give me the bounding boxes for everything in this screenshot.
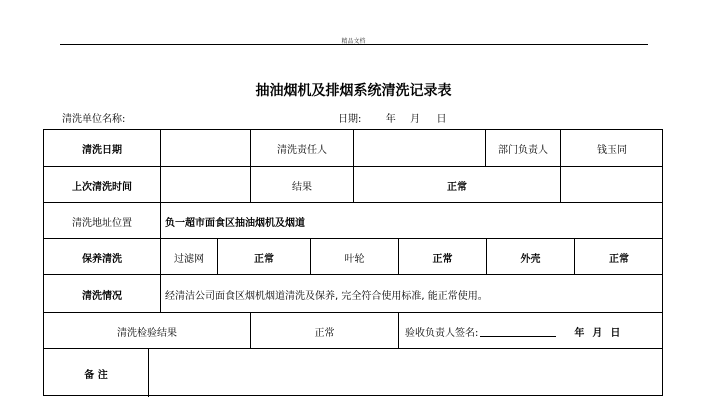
header-divider	[60, 44, 648, 45]
cleaning-status-label: 清洗情况	[82, 290, 122, 302]
signature-line[interactable]	[480, 326, 556, 337]
remarks-value[interactable]	[148, 349, 663, 397]
table-row-cleaning-date	[44, 130, 662, 166]
impeller-label: 叶轮	[310, 239, 398, 275]
filter-status: 正常	[217, 239, 310, 275]
table-row-last-cleaning	[44, 166, 662, 203]
acceptance-signature-field	[398, 313, 663, 349]
department-head-label: 部门负责人	[485, 130, 560, 166]
cleaning-record-table	[43, 129, 663, 396]
date-label: 日期:	[338, 114, 362, 125]
last-cleaning-time-label: 上次清洗时间	[72, 181, 132, 193]
cleaning-responsible-value[interactable]	[353, 130, 485, 166]
maintenance-label: 保养清洗	[82, 253, 122, 265]
table-row-remarks	[44, 348, 662, 397]
unit-name-label: 清洗单位名称:	[62, 114, 126, 125]
page-title: 抽油烟机及排烟系统清洗记录表	[255, 83, 452, 99]
cleaning-date-value[interactable]	[160, 130, 250, 166]
table-row-inspection	[44, 312, 662, 349]
table-row-cleaning-status	[44, 274, 662, 313]
result-value: 正常	[353, 167, 560, 203]
date-field	[338, 110, 447, 125]
filter-label: 过滤网	[160, 239, 217, 275]
date-year: 年	[385, 114, 396, 125]
cleaning-date-label: 清洗日期	[82, 144, 122, 156]
sign-year: 年	[574, 327, 585, 339]
result-extra-value[interactable]	[560, 167, 663, 203]
inspection-result-label: 清洗检验结果	[117, 327, 177, 339]
impeller-status: 正常	[398, 239, 486, 275]
sign-month: 月	[592, 327, 603, 339]
table-row-maintenance	[44, 238, 662, 275]
last-cleaning-time-value[interactable]	[160, 167, 250, 203]
cleaning-address-label: 清洗地址位置	[72, 217, 132, 229]
housing-status: 正常	[574, 239, 663, 275]
remarks-label: 备 注	[84, 369, 108, 381]
department-head-value: 钱玉同	[560, 130, 663, 166]
date-month: 月	[410, 114, 421, 125]
table-row-address	[44, 202, 662, 239]
cleaning-address-value: 负一超市面食区抽油烟机及烟道	[160, 203, 663, 239]
inspection-result-value: 正常	[250, 313, 398, 349]
sign-day: 日	[610, 327, 621, 339]
cleaning-status-value: 经清洁公司面食区烟机烟道清洗及保养, 完全符合使用标准, 能正常使用。	[160, 275, 663, 313]
date-day: 日	[436, 114, 447, 125]
doc-header-label: 精品文档	[341, 38, 366, 45]
acceptance-signature-label: 验收负责人签名:	[405, 327, 479, 339]
cleaning-responsible-label: 清洗责任人	[250, 130, 353, 166]
housing-label: 外壳	[486, 239, 574, 275]
result-label: 结果	[250, 167, 353, 203]
